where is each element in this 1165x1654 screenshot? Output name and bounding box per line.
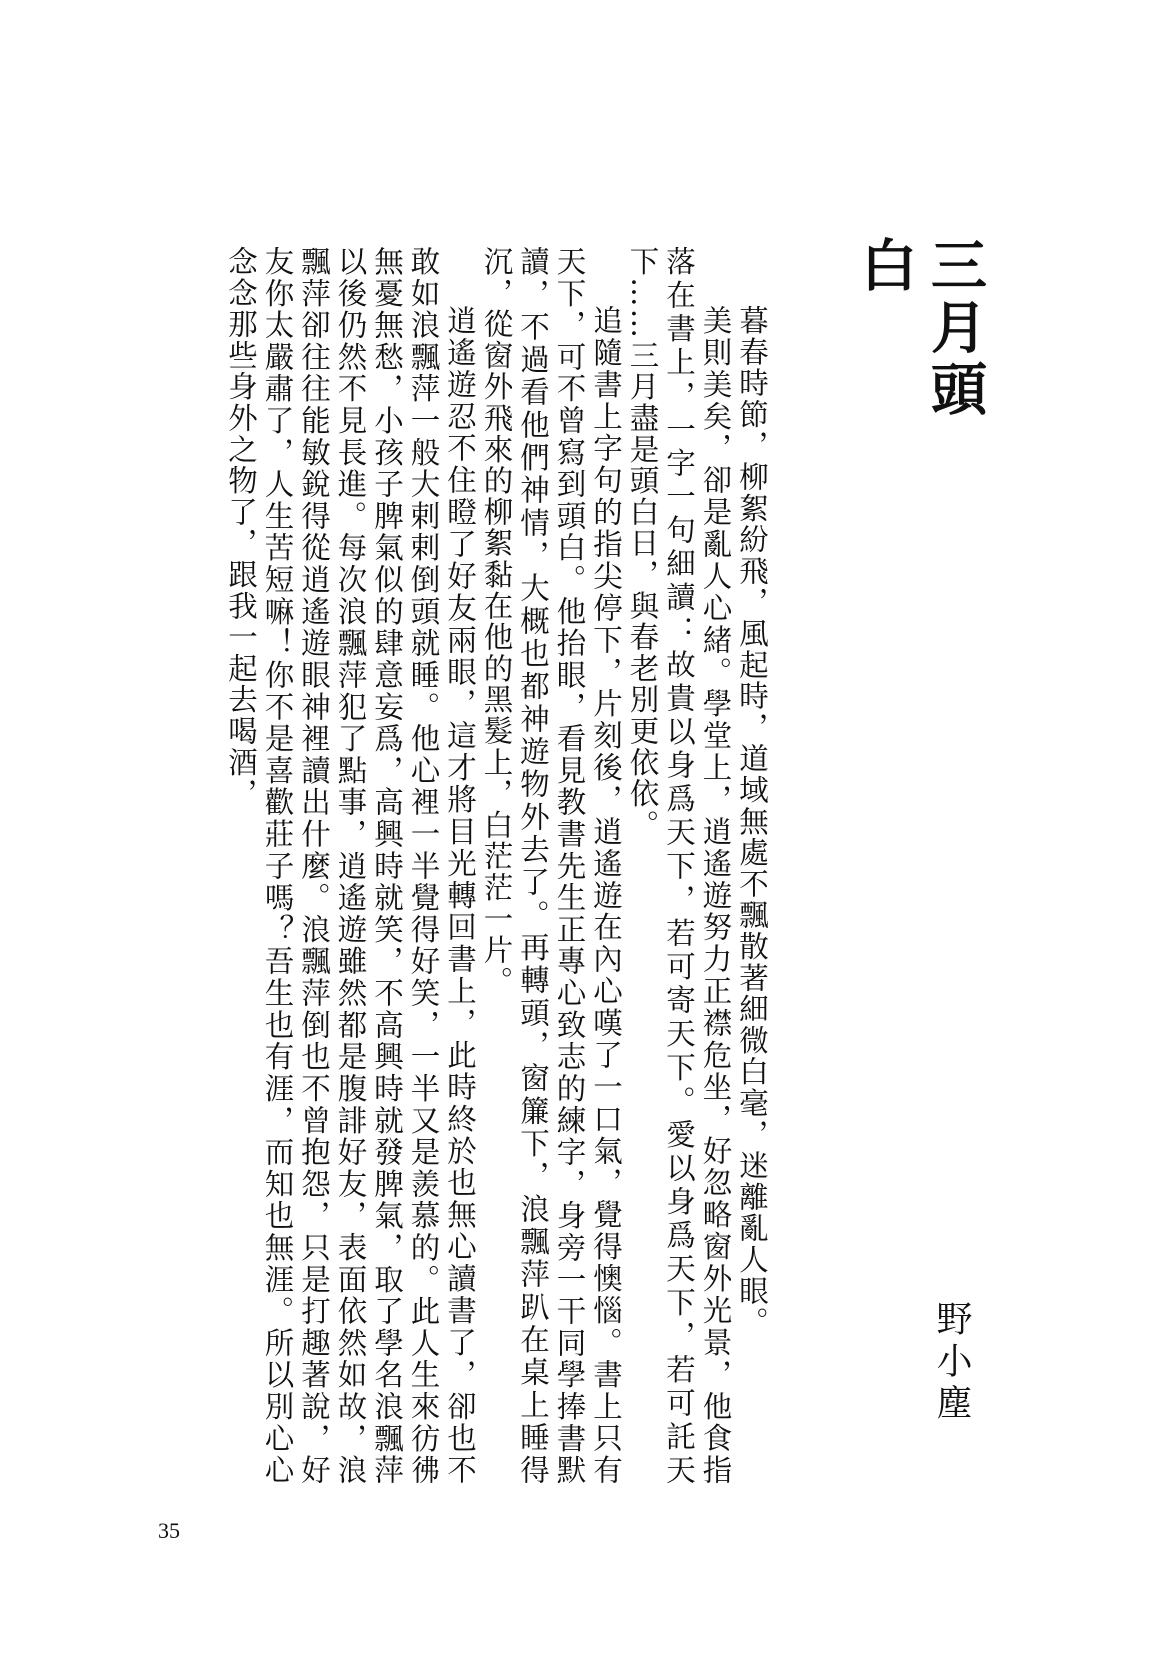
paragraph-3: 追隨書上字句的指尖停下，片刻後，逍遙遊在內心嘆了一口氣，覺得懊惱。書上只有天下，可不曾寫到頭白。他抬眼，看見教書先生正專心致志的練字，身旁一干同學捧書默讀，不過看他們神情，大概也都神遊物外去了。再轉頭，窗簾下，浪飄萍趴在桌上睡得沉，從窗外飛來的柳絮黏在他的黑髮上，白茫茫一片。 <box>479 246 623 1486</box>
paragraph-2: 美則美矣，卻是亂人心緒。學堂上，逍遙遊努力正襟危坐，好忽略窗外光景，他食指落在書上，一字一句細讀：故貴以身爲天下，若可寄天下。愛以身爲天下，若可託天下……三月盡是頭白日，與春老別更依依。 <box>625 246 733 1486</box>
author-name: 野小塵 <box>931 1300 972 1426</box>
page-number: 35 <box>158 1518 180 1543</box>
paragraph-1: 暮春時節，柳絮紛飛，風起時，道域無處不飄散著細微白毫，迷離亂人眼。 <box>735 305 769 1338</box>
paragraph-4: 逍遙遊忍不住瞪了好友兩眼，這才將目光轉回書上，此時終於也無心讀書了，卻也不敢如浪飄萍一般大剌剌倒頭就睡。他心裡一半覺得好笑，一半又是羨慕的。此人生來彷彿無憂無愁，小孩子脾氣似的肆意妄爲，高興時就笑，不高興時就發脾氣，取了學名浪飄萍以後仍然不見長進。每次浪飄萍犯了點事，逍遙遊雖然都是腹誹好友，表面依然如故，浪飄萍卻往往能敏銳得從逍遙遊眼神裡讀出什麼。浪飄萍倒也不曾抱怨，只是打趣著說，好友你太嚴肅了，人生苦短嘛！你不是喜歡莊子嗎？吾生也有涯，而知也無涯。所以別心心念念那些身外之物了，跟我一起去喝酒， <box>224 246 477 1486</box>
chapter-title: 三月頭白 <box>852 236 988 422</box>
body-text <box>180 246 770 1486</box>
